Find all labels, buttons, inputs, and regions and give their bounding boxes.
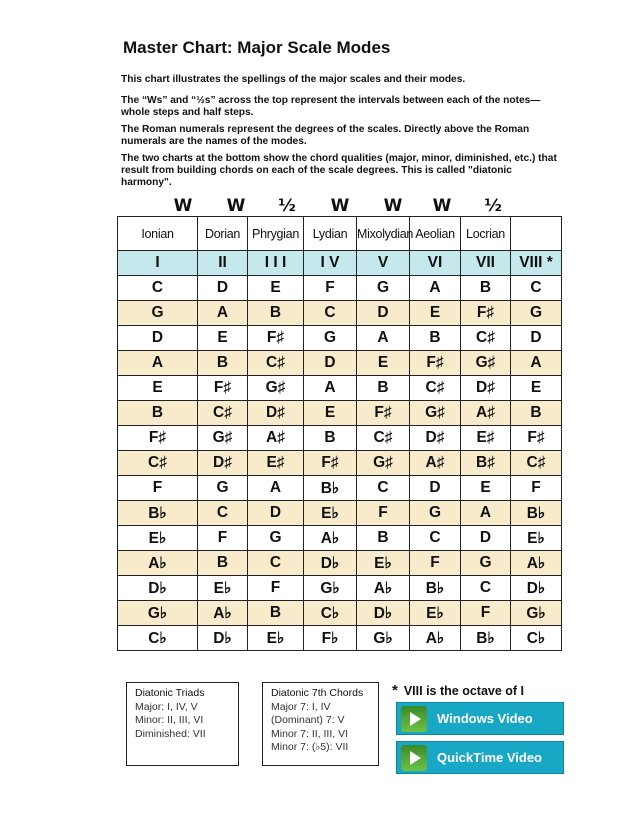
note-cell: F♯ <box>511 426 562 451</box>
note-cell: A♭ <box>410 626 461 651</box>
note-cell: E♯ <box>248 451 304 476</box>
note-cell: B♭ <box>461 626 511 651</box>
note-cell: E♭ <box>511 526 562 551</box>
note-cell: F♯ <box>304 451 357 476</box>
note-cell: B♭ <box>118 501 198 526</box>
note-cell: C <box>511 276 562 301</box>
mode-name: Locrian <box>461 217 511 251</box>
mode-name <box>511 217 562 251</box>
note-cell: D <box>248 501 304 526</box>
scale-row <box>118 601 562 626</box>
note-cell: A♭ <box>304 526 357 551</box>
note-cell: B <box>357 376 410 401</box>
triads-line: Major: I, IV, V <box>135 700 198 713</box>
note-cell: F <box>357 501 410 526</box>
step-label: W <box>226 196 246 216</box>
note-cell: G♯ <box>198 426 248 451</box>
note-cell: A♭ <box>511 551 562 576</box>
scale-row <box>118 276 562 301</box>
note-cell: C <box>410 526 461 551</box>
note-cell: C <box>304 301 357 326</box>
mode-name: Phrygian <box>248 217 304 251</box>
page-title: Master Chart: Major Scale Modes <box>123 38 391 57</box>
note-cell: A♯ <box>461 401 511 426</box>
note-cell: F <box>304 276 357 301</box>
note-cell: G♯ <box>357 451 410 476</box>
note-cell: E <box>118 376 198 401</box>
play-icon <box>401 745 427 771</box>
note-cell: F <box>461 601 511 626</box>
note-cell: D♯ <box>410 426 461 451</box>
note-cell: C♭ <box>118 626 198 651</box>
note-cell: B <box>198 551 248 576</box>
note-cell: B♯ <box>461 451 511 476</box>
note-cell: C♯ <box>461 326 511 351</box>
note-cell: E <box>198 326 248 351</box>
note-cell: B <box>248 301 304 326</box>
windows-video-button[interactable] <box>396 702 564 735</box>
intro-paragraph-3: The Roman numerals represent the degrees of the scales. Directly above the Roman numerals are the names of the modes. <box>121 124 530 147</box>
note-cell: G♯ <box>410 401 461 426</box>
mode-name: Mixolydian <box>357 217 410 251</box>
step-label: W <box>383 196 403 216</box>
note-cell: C♯ <box>357 426 410 451</box>
note-cell: G♭ <box>304 576 357 601</box>
asterisk: * <box>392 682 398 699</box>
degree-numeral: V <box>357 251 410 276</box>
note-cell: F♭ <box>304 626 357 651</box>
note-cell: E <box>511 376 562 401</box>
intro-paragraph-1: This chart illustrates the spellings of the major scales and their modes. <box>121 74 466 85</box>
intro-paragraph-2: The “Ws” and “½s” across the top represent the intervals between each of the notes—whole steps and half steps. <box>121 95 541 118</box>
step-label: W <box>330 196 350 216</box>
scale-row <box>118 451 562 476</box>
note-cell: A <box>248 476 304 501</box>
note-cell: D <box>461 526 511 551</box>
sevenths-line: Major 7: I, IV <box>271 700 331 713</box>
note-cell: C♭ <box>304 601 357 626</box>
note-cell: G <box>461 551 511 576</box>
degree-numeral: VIII * <box>511 251 562 276</box>
degree-numeral: I V <box>304 251 357 276</box>
triads-line: Diminished: VII <box>135 727 206 740</box>
mode-name: Aeolian <box>410 217 461 251</box>
note-cell: G <box>198 476 248 501</box>
note-cell: A <box>461 501 511 526</box>
note-cell: C♯ <box>410 376 461 401</box>
mode-name: Dorian <box>198 217 248 251</box>
note-cell: G <box>410 501 461 526</box>
note-cell: E♭ <box>118 526 198 551</box>
note-cell: F <box>248 576 304 601</box>
note-cell: E♭ <box>248 626 304 651</box>
note-cell: A <box>198 301 248 326</box>
diatonic-triads-box <box>126 682 239 766</box>
note-cell: B <box>304 426 357 451</box>
note-cell: B <box>357 526 410 551</box>
note-cell: A♭ <box>357 576 410 601</box>
scale-row <box>118 501 562 526</box>
note-cell: E♭ <box>198 576 248 601</box>
note-cell: B <box>248 601 304 626</box>
scale-row <box>118 551 562 576</box>
note-cell: C <box>461 576 511 601</box>
note-cell: G♭ <box>357 626 410 651</box>
note-cell: E <box>248 276 304 301</box>
note-cell: E♭ <box>357 551 410 576</box>
note-cell: D <box>304 351 357 376</box>
note-cell: A <box>410 276 461 301</box>
note-cell: B♭ <box>410 576 461 601</box>
note-cell: G♯ <box>461 351 511 376</box>
note-cell: E♯ <box>461 426 511 451</box>
note-cell: G <box>118 301 198 326</box>
sevenths-heading: Diatonic 7th Chords <box>271 687 364 699</box>
note-cell: D♭ <box>511 576 562 601</box>
triads-line: Minor: II, III, VI <box>135 714 204 726</box>
degrees-row <box>118 251 562 276</box>
note-cell: B <box>461 276 511 301</box>
note-cell: D♯ <box>248 401 304 426</box>
modes-table <box>117 216 562 651</box>
note-cell: C♯ <box>198 401 248 426</box>
play-icon <box>401 706 427 732</box>
note-cell: F♯ <box>357 401 410 426</box>
note-cell: G♭ <box>118 601 198 626</box>
note-cell: F <box>198 526 248 551</box>
note-cell: B♭ <box>304 476 357 501</box>
note-cell: D♭ <box>198 626 248 651</box>
note-cell: D <box>198 276 248 301</box>
sevenths-line: Minor 7: II, III, VI <box>271 727 349 740</box>
step-label: W <box>173 196 193 216</box>
scale-row <box>118 476 562 501</box>
scale-row <box>118 401 562 426</box>
note-cell: G♯ <box>248 376 304 401</box>
note-cell: B <box>198 351 248 376</box>
note-cell: F <box>410 551 461 576</box>
note-cell: F♯ <box>248 326 304 351</box>
note-cell: E <box>461 476 511 501</box>
scale-row <box>118 426 562 451</box>
note-cell: G <box>304 326 357 351</box>
quicktime-video-label: QuickTime Video <box>437 750 543 765</box>
note-cell: A <box>304 376 357 401</box>
step-label: W <box>432 196 452 216</box>
note-cell: A <box>511 351 562 376</box>
note-cell: A♭ <box>198 601 248 626</box>
note-cell: D <box>118 326 198 351</box>
note-cell: D♯ <box>198 451 248 476</box>
degree-numeral: I I I <box>248 251 304 276</box>
note-cell: B <box>511 401 562 426</box>
note-cell: A <box>357 326 410 351</box>
note-cell: D <box>410 476 461 501</box>
mode-name: Lydian <box>304 217 357 251</box>
note-cell: F <box>118 476 198 501</box>
note-cell: C <box>357 476 410 501</box>
note-cell: E♭ <box>410 601 461 626</box>
note-cell: F♯ <box>410 351 461 376</box>
note-cell: D <box>511 326 562 351</box>
windows-video-label: Windows Video <box>437 711 533 726</box>
triads-heading: Diatonic Triads <box>135 687 205 699</box>
note-cell: E <box>410 301 461 326</box>
note-cell: B <box>118 401 198 426</box>
note-cell: E <box>357 351 410 376</box>
sevenths-line: (Dominant) 7: V <box>271 714 345 726</box>
note-cell: C♯ <box>248 351 304 376</box>
note-cell: A♭ <box>118 551 198 576</box>
note-cell: G <box>511 301 562 326</box>
note-cell: E♭ <box>304 501 357 526</box>
note-cell: G <box>248 526 304 551</box>
note-cell: A♯ <box>410 451 461 476</box>
note-cell: F♯ <box>461 301 511 326</box>
degree-numeral: II <box>198 251 248 276</box>
octave-note <box>392 682 524 699</box>
note-cell: F♯ <box>118 426 198 451</box>
note-cell: D <box>357 301 410 326</box>
scale-row <box>118 626 562 651</box>
quicktime-video-button[interactable] <box>396 741 564 774</box>
note-cell: A♯ <box>248 426 304 451</box>
note-cell: C♭ <box>511 626 562 651</box>
diatonic-sevenths-box <box>262 682 379 766</box>
degree-numeral: VI <box>410 251 461 276</box>
mode-name: Ionian <box>118 217 198 251</box>
note-cell: D♭ <box>357 601 410 626</box>
scale-row <box>118 576 562 601</box>
degree-numeral: I <box>118 251 198 276</box>
scale-row <box>118 376 562 401</box>
note-cell: D♭ <box>118 576 198 601</box>
note-cell: G♭ <box>511 601 562 626</box>
octave-note-text: VIII is the octave of I <box>403 684 525 698</box>
note-cell: G <box>357 276 410 301</box>
note-cell: D♭ <box>304 551 357 576</box>
interval-steps <box>0 196 638 218</box>
step-label: ½ <box>484 196 502 216</box>
mode-names-row <box>118 217 562 251</box>
note-cell: B♭ <box>511 501 562 526</box>
note-cell: C♯ <box>511 451 562 476</box>
step-label: ½ <box>278 196 296 216</box>
note-cell: C <box>118 276 198 301</box>
intro-paragraph-4: The two charts at the bottom show the chord qualities (major, minor, diminished, etc.) that result from building chords on each of the scale degrees. This is called "diatonic harmony". <box>121 153 557 188</box>
note-cell: E <box>304 401 357 426</box>
note-cell: F♯ <box>198 376 248 401</box>
degree-numeral: VII <box>461 251 511 276</box>
scale-row <box>118 526 562 551</box>
note-cell: A <box>118 351 198 376</box>
note-cell: D♯ <box>461 376 511 401</box>
note-cell: F <box>511 476 562 501</box>
sevenths-line: Minor 7: (♭5): VII <box>271 741 349 753</box>
note-cell: C <box>198 501 248 526</box>
scale-row <box>118 351 562 376</box>
note-cell: B <box>410 326 461 351</box>
note-cell: C <box>248 551 304 576</box>
scale-row <box>118 326 562 351</box>
scale-row <box>118 301 562 326</box>
note-cell: C♯ <box>118 451 198 476</box>
